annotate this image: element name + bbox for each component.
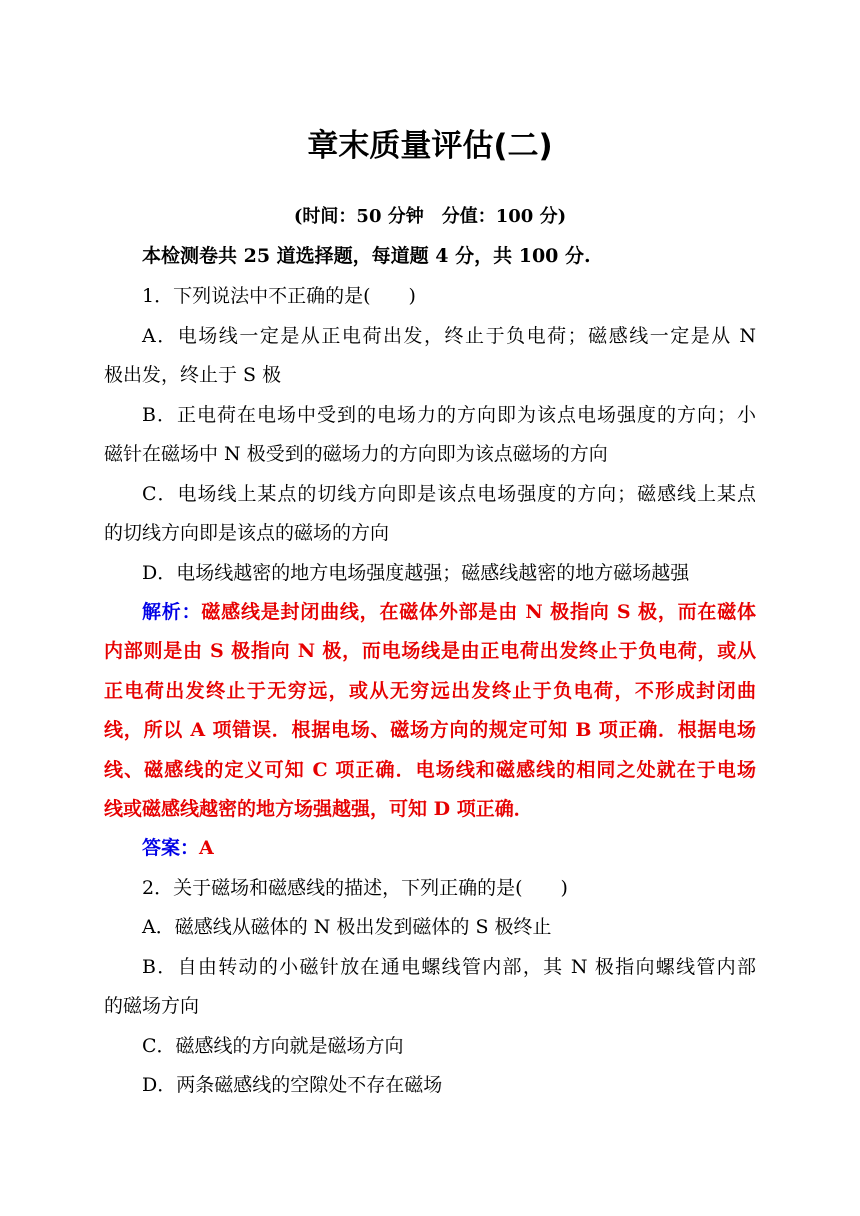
answer-label: 答案： [142, 837, 200, 859]
analysis-line: 线，所以 A 项错误．根据电场、磁场方向的规定可知 B 项正确．根据电场 [104, 719, 756, 741]
time-info: (时间：50 分钟 分值：100 分) [293, 206, 567, 227]
question-2-option-c: C．磁感线的方向就是磁场方向 [142, 1035, 404, 1057]
question-1-option-b: B．正电荷在电场中受到的电场力的方向即为该点电场强度的方向；小 [142, 404, 756, 426]
analysis-line: 正电荷出发终止于无穷远，或从无穷远出发终止于负电荷，不形成封闭曲 [104, 680, 756, 702]
question-1-option-c-cont: 的切线方向即是该点的磁场的方向 [104, 522, 390, 544]
question-2-option-d: D．两条磁感线的空隙处不存在磁场 [142, 1074, 443, 1096]
intro-text: 本检测卷共 25 道选择题，每道题 4 分，共 100 分. [142, 245, 591, 267]
analysis-text: 磁感线是封闭曲线，在磁体外部是由 N 极指向 S 极，而在磁体 [201, 601, 756, 623]
question-2-option-b-cont: 的磁场方向 [104, 995, 200, 1017]
question-1-answer [142, 836, 756, 860]
question-1-option-d: D．电场线越密的地方电场强度越强；磁感线越密的地方磁场越强 [142, 562, 690, 584]
analysis-line: 内部则是由 S 极指向 N 极，而电场线是由正电荷出发终止于负电荷，或从 [104, 640, 756, 662]
answer-value: A [199, 837, 214, 859]
question-2-stem: 2．关于磁场和磁感线的描述，下列正确的是( ) [142, 877, 568, 899]
page-title: 章末质量评估(二) [307, 128, 553, 164]
question-1-analysis [142, 600, 756, 624]
question-2-option-a: A．磁感线从磁体的 N 极出发到磁体的 S 极终止 [142, 916, 552, 938]
question-1-option-a: A．电场线一定是从正电荷出发，终止于负电荷；磁感线一定是从 N [142, 325, 756, 347]
question-1-option-b-cont: 磁针在磁场中 N 极受到的磁场力的方向即为该点磁场的方向 [104, 443, 608, 465]
analysis-label: 解析： [142, 601, 202, 623]
analysis-line: 线或磁感线越密的地方场强越强，可知 D 项正确． [104, 798, 533, 820]
question-1-stem: 1．下列说法中不正确的是( ) [142, 285, 416, 307]
question-1-option-c: C．电场线上某点的切线方向即是该点电场强度的方向；磁感线上某点 [142, 483, 756, 505]
question-1-option-a-cont: 极出发，终止于 S 极 [104, 364, 282, 386]
analysis-line: 线、磁感线的定义可知 C 项正确．电场线和磁感线的相同之处就在于电场 [104, 759, 756, 781]
question-2-option-b: B．自由转动的小磁针放在通电螺线管内部，其 N 极指向螺线管内部 [142, 956, 756, 978]
